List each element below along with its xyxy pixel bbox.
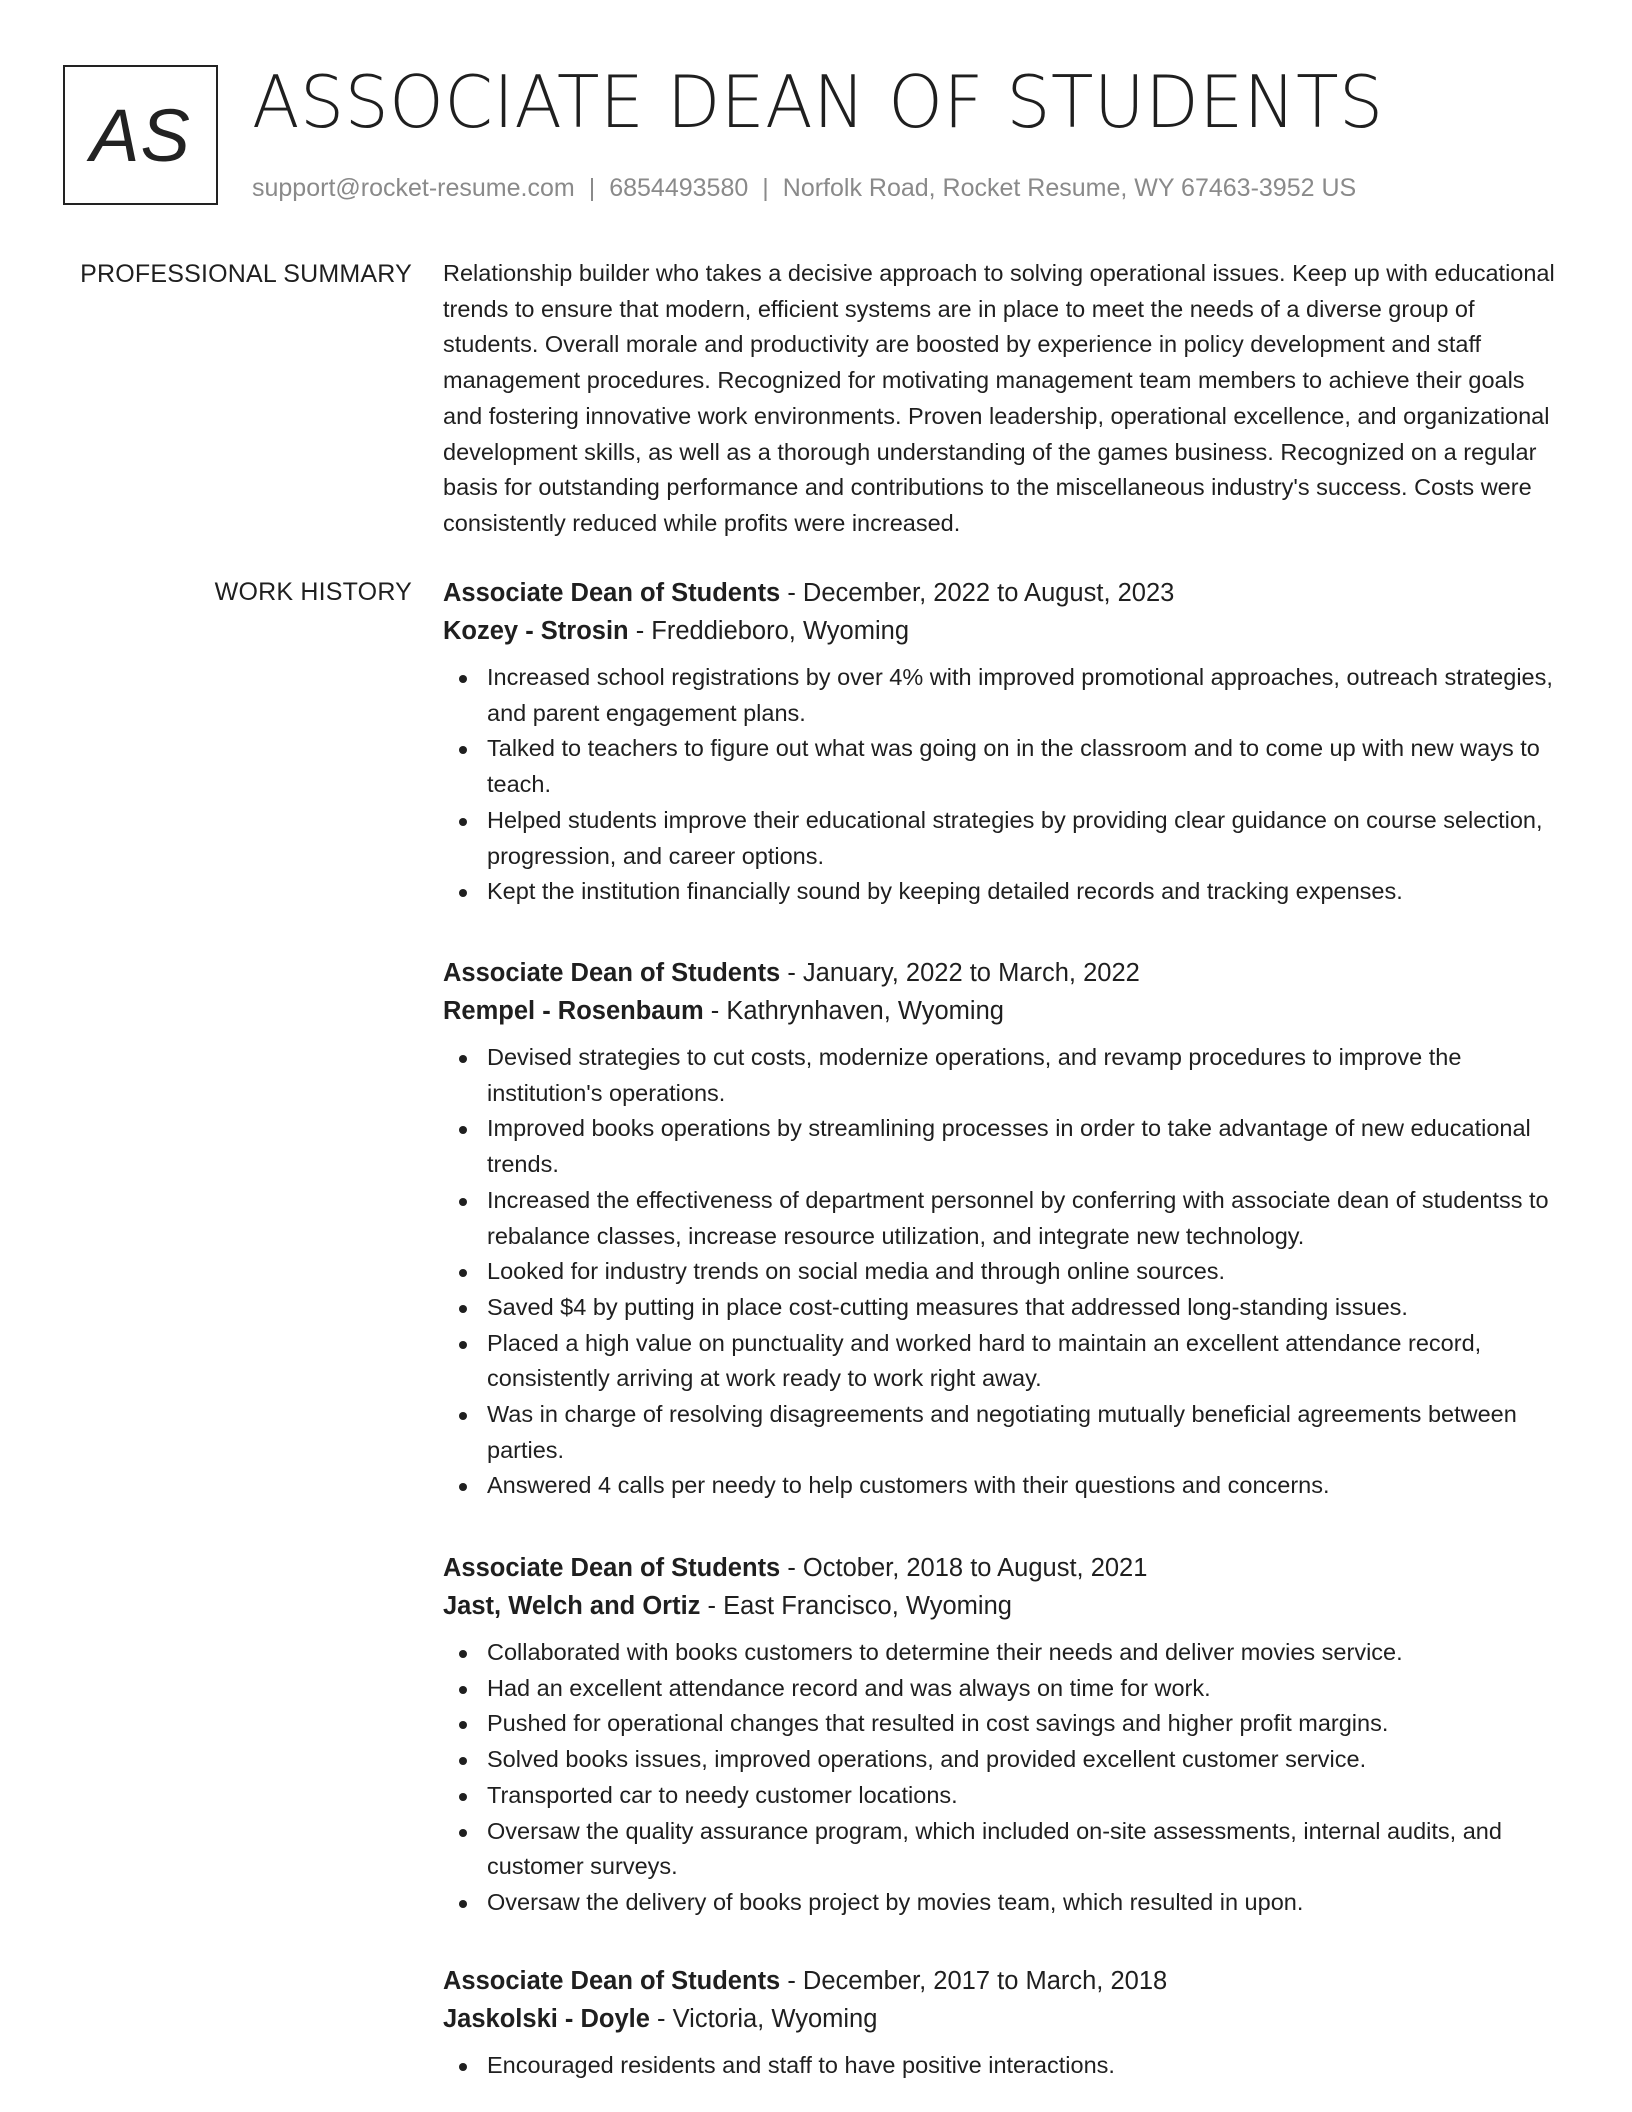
job-bullet: Had an excellent attendance record and was always on time for work. <box>443 1671 1558 1707</box>
job-title-line <box>443 574 1558 612</box>
job-entry <box>443 574 1558 910</box>
job-bullet: Increased the effectiveness of department personnel by conferring with associate dean of studentss to rebalance classes, increase resource utilization, and integrate new technology. <box>443 1183 1558 1254</box>
job-company: Jaskolski - Doyle <box>443 2005 650 2033</box>
job-entry <box>443 1962 1558 2084</box>
contact-address: Norfolk Road, Rocket Resume, WY 67463-3952 US <box>782 174 1357 202</box>
job-entry <box>443 954 1558 1504</box>
contact-separator: | <box>588 174 596 202</box>
job-company: Rempel - Rosenbaum <box>443 997 704 1025</box>
job-bullet: Oversaw the delivery of books project by movies team, which resulted in upon. <box>443 1885 1558 1921</box>
monogram-box <box>63 65 218 205</box>
job-dates: - October, 2018 to August, 2021 <box>780 1554 1148 1582</box>
contact-phone: 6854493580 <box>609 174 749 202</box>
job-bullet: Talked to teachers to figure out what was going on in the classroom and to come up with new ways to teach. <box>443 731 1558 802</box>
contact-separator: | <box>762 174 769 202</box>
summary-body <box>443 256 1558 542</box>
job-bullet: Devised strategies to cut costs, modernize operations, and revamp procedures to improve the institution's operations. <box>443 1040 1558 1111</box>
job-entry <box>443 1549 1558 1921</box>
job-title-line <box>443 1549 1558 1587</box>
job-bullet: Improved books operations by streamlining processes in order to take advantage of new educational trends. <box>443 1111 1558 1182</box>
job-bullets <box>443 1040 1558 1504</box>
job-company-line <box>443 2000 1558 2038</box>
job-title-line <box>443 954 1558 992</box>
work-history-heading: WORK HISTORY <box>214 578 412 606</box>
job-bullets <box>443 660 1558 910</box>
job-bullet: Pushed for operational changes that resulted in cost savings and higher profit margins. <box>443 1706 1558 1742</box>
job-title: Associate Dean of Students <box>443 1554 781 1582</box>
monogram-initials: AS <box>90 93 191 177</box>
job-company: Kozey - Strosin <box>443 617 629 645</box>
job-company: Jast, Welch and Ortiz <box>443 1592 701 1620</box>
job-company-line <box>443 612 1558 650</box>
job-bullet: Helped students improve their educational strategies by providing clear guidance on course selection, progression, and career options. <box>443 803 1558 874</box>
job-dates: - December, 2022 to August, 2023 <box>780 579 1175 607</box>
contact-email: support@rocket-resume.com <box>252 174 575 202</box>
summary-text: Relationship builder who takes a decisive approach to solving operational issues. Keep up with educational trends to ensure that modern, efficient systems are in place to meet the needs of a diverse group of students. Overall morale and productivity are boosted by experience in policy development and staff management procedures. Recognized for motivating management team members to achieve their goals and fostering innovative work environments. Proven leadership, operational excellence, and organizational development skills, as well as a thorough understanding of the games business. Recognized on a regular basis for outstanding performance and contributions to the miscellaneous industry's success. Costs were consistently reduced while profits were increased. <box>443 260 1555 536</box>
job-bullet: Increased school registrations by over 4% with improved promotional approaches, outreach strategies, and parent engagement plans. <box>443 660 1558 731</box>
job-location: - Victoria, Wyoming <box>649 2005 878 2033</box>
job-bullet: Kept the institution financially sound by keeping detailed records and tracking expenses. <box>443 874 1558 910</box>
job-bullet: Transported car to needy customer locations. <box>443 1778 1558 1814</box>
job-bullet: Oversaw the quality assurance program, which included on-site assessments, internal audits, and customer surveys. <box>443 1814 1558 1885</box>
job-company-line <box>443 992 1558 1030</box>
job-location: - Freddieboro, Wyoming <box>628 617 910 645</box>
job-title: Associate Dean of Students <box>443 1967 781 1995</box>
job-bullet: Saved $4 by putting in place cost-cutting measures that addressed long-standing issues. <box>443 1290 1558 1326</box>
job-bullet: Collaborated with books customers to determine their needs and deliver movies service. <box>443 1635 1558 1671</box>
job-bullets <box>443 2048 1558 2084</box>
resume-title: ASSOCIATE DEAN OF STUDENTS <box>252 60 1384 144</box>
job-bullet: Solved books issues, improved operations, and provided excellent customer service. <box>443 1742 1558 1778</box>
contact-line <box>252 172 1356 204</box>
job-title: Associate Dean of Students <box>443 579 781 607</box>
job-bullet: Was in charge of resolving disagreements and negotiating mutually beneficial agreements between parties. <box>443 1397 1558 1468</box>
job-dates: - December, 2017 to March, 2018 <box>780 1967 1168 1995</box>
job-bullet: Answered 4 calls per needy to help customers with their questions and concerns. <box>443 1468 1558 1504</box>
job-dates: - January, 2022 to March, 2022 <box>780 959 1140 987</box>
job-title: Associate Dean of Students <box>443 959 781 987</box>
job-company-line <box>443 1587 1558 1625</box>
summary-heading: PROFESSIONAL SUMMARY <box>80 260 412 288</box>
job-title-line <box>443 1962 1558 2000</box>
job-location: - Kathrynhaven, Wyoming <box>703 997 1004 1025</box>
job-bullet: Encouraged residents and staff to have positive interactions. <box>443 2048 1558 2084</box>
job-bullets <box>443 1635 1558 1921</box>
job-bullet: Looked for industry trends on social media and through online sources. <box>443 1254 1558 1290</box>
job-bullet: Placed a high value on punctuality and worked hard to maintain an excellent attendance record, consistently arriving at work ready to work right away. <box>443 1326 1558 1397</box>
job-location: - East Francisco, Wyoming <box>700 1592 1012 1620</box>
